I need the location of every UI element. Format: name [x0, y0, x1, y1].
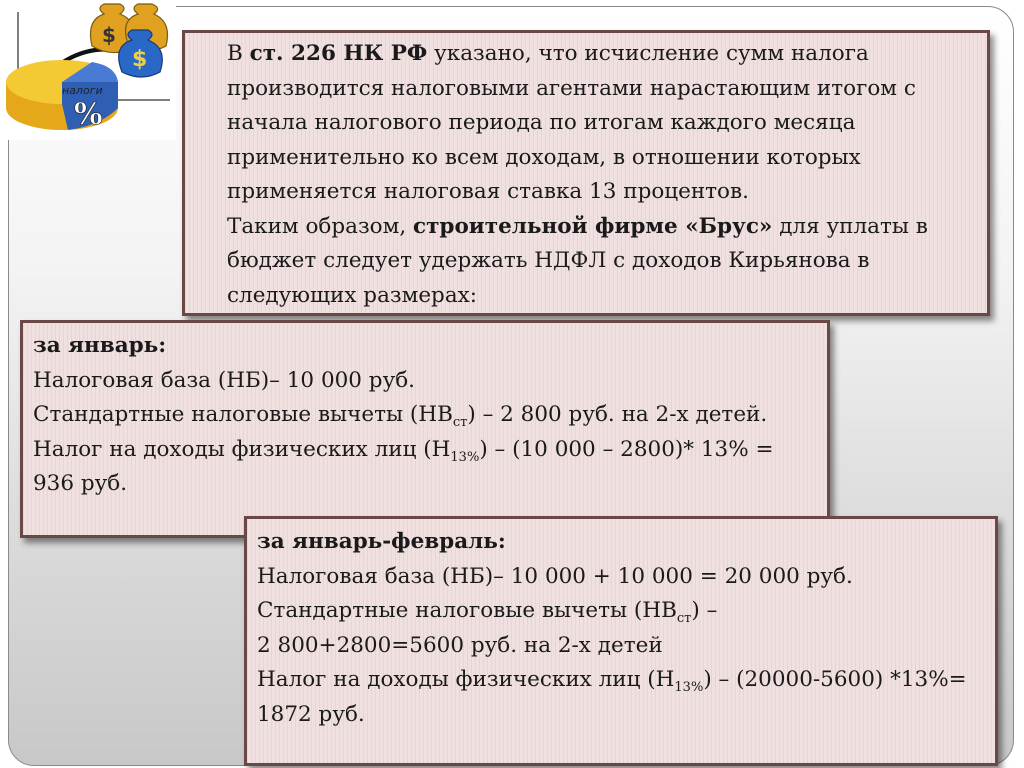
- january-deduction-sub: ст: [452, 415, 468, 430]
- january-tax-sub: 13%: [450, 449, 480, 465]
- jan-feb-tax-sub: 13%: [674, 680, 704, 695]
- jan-feb-deduction-post: ) –: [691, 598, 718, 623]
- january-deduction-pre: Стандартные налоговые вычеты (НВ: [33, 402, 453, 427]
- para1-prefix: В: [227, 41, 250, 66]
- jan-feb-tax: [257, 663, 987, 732]
- january-calculation-box: [20, 320, 830, 538]
- tax-money-logo: [0, 0, 176, 140]
- january-tax-pre: Налог на доходы физических лиц (Н: [33, 436, 451, 462]
- law-reference: ст. 226 НК РФ: [249, 41, 428, 66]
- logo-label: налоги: [62, 84, 103, 97]
- jan-feb-deduction-sub: ст: [676, 611, 692, 626]
- january-heading: за январь:: [33, 333, 167, 358]
- logo-percent-symbol: %: [74, 97, 103, 132]
- para2-text: для уплаты в бюджет следует удержать НДФЛ с доходов Кирьянова в следующих размерах:: [227, 213, 928, 308]
- jan-feb-calculation-box: [244, 516, 998, 766]
- jan-feb-deduction-pre: Стандартные налоговые вычеты (НВ: [257, 598, 677, 623]
- jan-feb-deduction-calc: 2 800+2800=5600 руб. на 2-х детей: [257, 632, 663, 658]
- article-226-box: [182, 30, 990, 316]
- january-tax-base: Налоговая база (НБ)– 10 000 руб.: [33, 367, 416, 393]
- jan-feb-tax-base: Налоговая база (НБ)– 10 000 + 10 000 = 20 000 руб.: [257, 563, 853, 589]
- january-deduction: [33, 398, 819, 433]
- para1-text: указано, что исчисление сумм налога производится налоговыми агентами нарастающим итогом с начала налогового периода по итогам каждого месяца применительно ко всем доходам, в отношении которых применяется налоговая ставка 13 процентов.: [227, 41, 916, 204]
- january-deduction-post: ) – 2 800 руб. на 2-х детей.: [467, 402, 768, 427]
- money-bag-symbol-2: $: [132, 47, 148, 72]
- money-bag-symbol: $: [102, 23, 116, 47]
- jan-feb-heading: за январь-февраль:: [257, 529, 506, 554]
- jan-feb-deduction: [257, 594, 987, 629]
- jan-feb-tax-post: ) – (20000-5600) *13%= 1872 руб.: [257, 667, 967, 727]
- jan-feb-tax-pre: Налог на доходы физических лиц (Н: [257, 667, 675, 692]
- january-tax: [33, 433, 819, 502]
- company-name: строительной фирме «Брус»: [413, 213, 773, 239]
- paragraph-article-226: [195, 37, 979, 210]
- paragraph-conclusion: [195, 210, 979, 314]
- tax-money-illustration: [0, 0, 176, 140]
- january-tax-post: ) – (10 000 – 2800)* 13% = 936 руб.: [33, 436, 774, 496]
- para2-prefix: Таким образом,: [227, 213, 414, 239]
